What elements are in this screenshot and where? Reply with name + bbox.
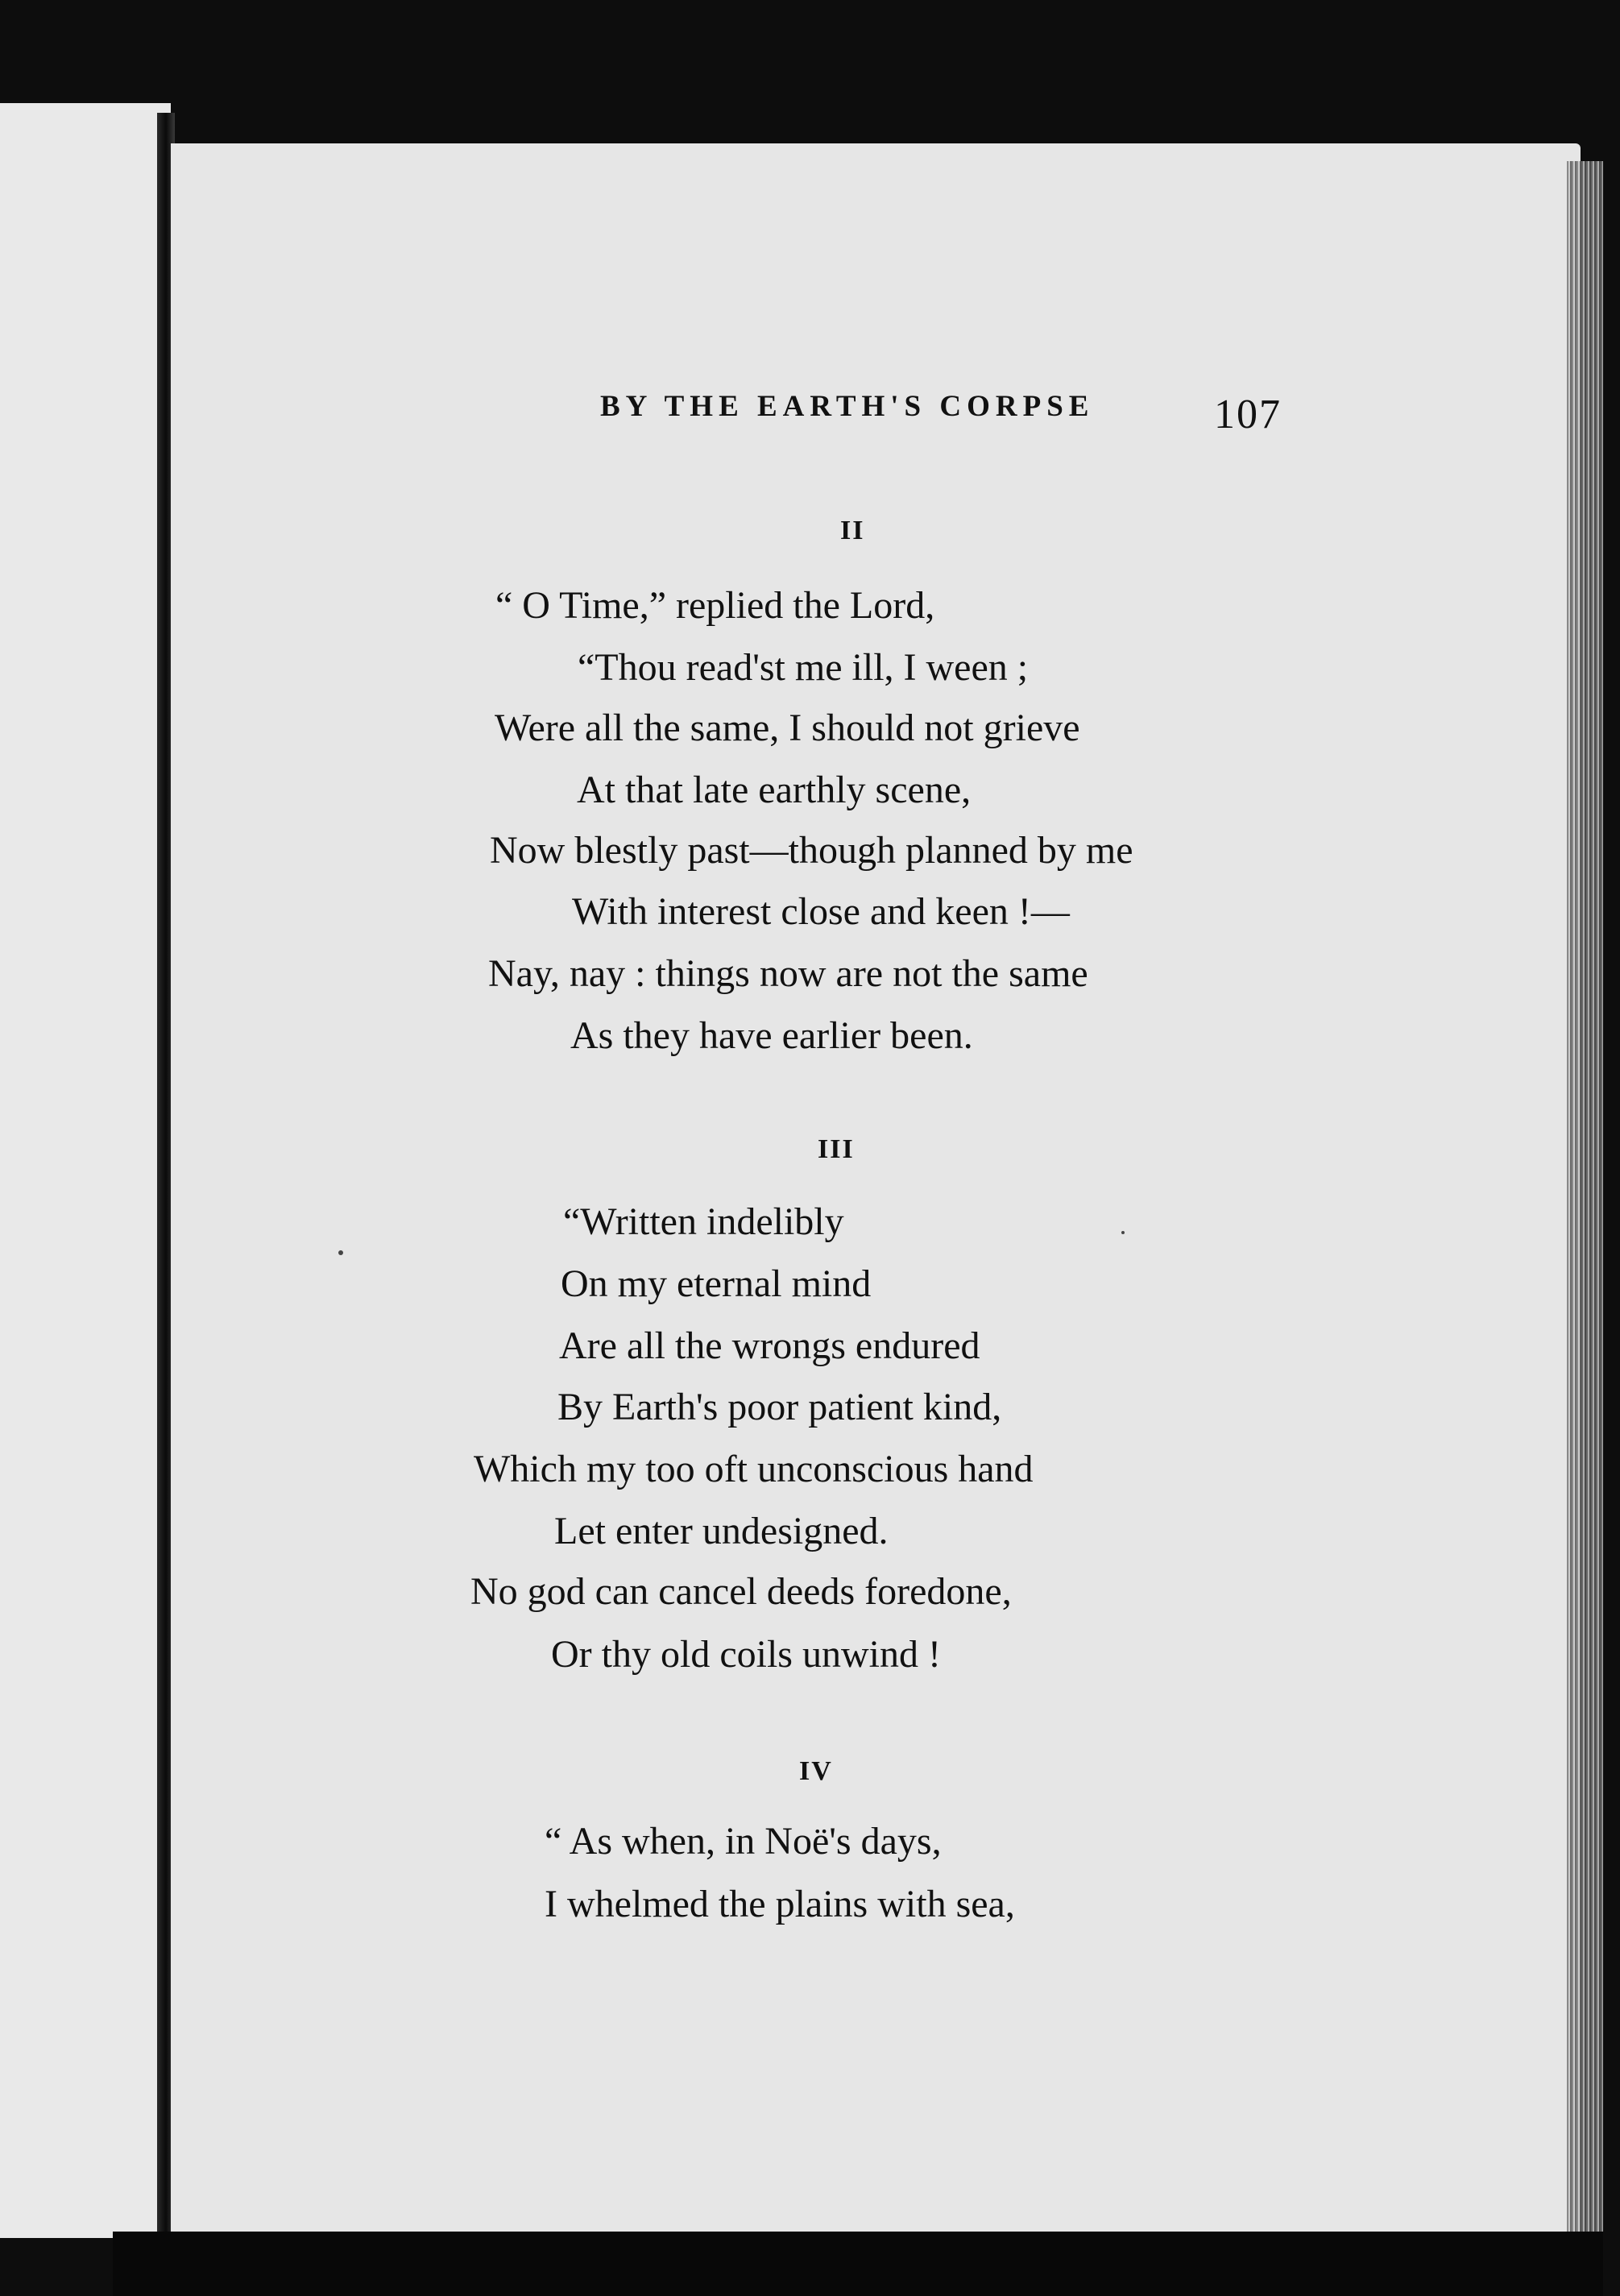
poem-line: “Written indelibly: [563, 1200, 844, 1243]
poem-line: Are all the wrongs endured: [559, 1324, 980, 1367]
poem-line: By Earth's poor patient kind,: [557, 1386, 1002, 1428]
poem-line: On my eternal mind: [561, 1262, 872, 1305]
poem-line: Let enter undesigned.: [554, 1510, 889, 1552]
poem-line: Were all the same, I should not grieve: [495, 707, 1080, 749]
stanza-numeral: II: [840, 516, 865, 545]
poem-line: With interest close and keen !—: [572, 890, 1070, 933]
poem-line: I whelmed the plains with sea,: [545, 1883, 1015, 1925]
page-speck: [1121, 1231, 1125, 1234]
book-page: [171, 143, 1581, 2250]
poem-line: “ O Time,” replied the Lord,: [495, 584, 935, 627]
poem-line: Now blestly past—though planned by me: [490, 829, 1133, 872]
stanza-numeral: III: [818, 1134, 855, 1164]
poem-line: “Thou read'st me ill, I ween ;: [578, 646, 1029, 689]
page-edges: [1567, 161, 1603, 2256]
poem-line: “ As when, in Noë's days,: [545, 1820, 942, 1863]
poem-line: At that late earthly scene,: [577, 769, 972, 811]
page-speck: [338, 1250, 343, 1255]
page-number: 107: [1214, 392, 1282, 437]
poem-line: Or thy old coils unwind !: [551, 1633, 941, 1676]
bottom-shadow: [113, 2232, 1603, 2296]
left-facing-page: [0, 103, 171, 2238]
poem-line: Which my too oft unconscious hand: [474, 1448, 1034, 1490]
poem-line: Nay, nay : things now are not the same: [488, 952, 1088, 995]
running-title: BY THE EARTH'S CORPSE: [600, 390, 1095, 423]
poem-line: No god can cancel deeds foredone,: [470, 1570, 1012, 1613]
poem-line: As they have earlier been.: [570, 1014, 973, 1057]
stanza-numeral: IV: [799, 1756, 833, 1786]
